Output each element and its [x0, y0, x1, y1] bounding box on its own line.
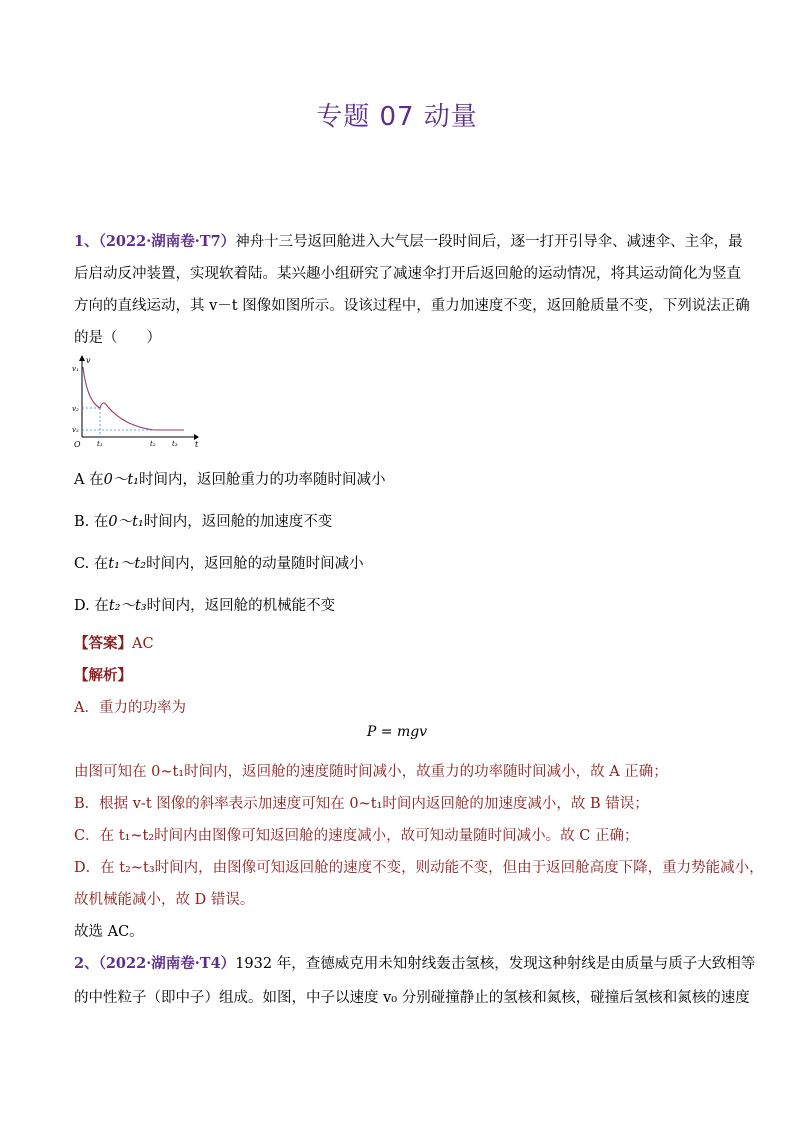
analysis-d1: D．在 t₂~t₃时间内，由图像可知返回舱的速度不变，则动能不变，但由于返回舱高度下降，重力势能减小， — [74, 860, 764, 876]
tick-v1: v₁ — [72, 365, 79, 373]
page-title: 专题 07 动量 — [316, 102, 478, 132]
answer-value: AC — [132, 636, 154, 652]
y-axis-label: v — [86, 356, 91, 365]
answer-line — [74, 632, 724, 653]
option-a-prefix: A 在 — [74, 472, 104, 488]
analysis-a2: 由图可知在 0~t₁时间内，返回舱的速度随时间减小，故重力的功率随时间减小，故 A 正确； — [74, 764, 668, 780]
option-d-range: t₂～t₃ — [108, 598, 147, 614]
q1-text-1: 神舟十三号返回舱进入大气层一段时间后，逐一打开引导伞、减速伞、主伞，最 — [235, 234, 743, 250]
q1-number: 1、 — [74, 233, 99, 250]
option-d[interactable] — [74, 594, 724, 615]
analysis-label: 【解析】 — [74, 667, 132, 684]
q2-text-1: 1932 年，查德威克用未知射线轰击氢核，发现这种射线是由质量与质子大致相等 — [235, 956, 756, 972]
q1-text-4: 的是（ ） — [74, 330, 161, 346]
option-c-text: 时间内，返回舱的动量随时间减小 — [146, 556, 364, 572]
option-a-range: 0～t₁ — [103, 472, 139, 488]
option-b-range: 0～t₁ — [108, 514, 144, 530]
tick-t3: t₃ — [172, 440, 178, 448]
tick-v2: v₂ — [72, 405, 79, 413]
option-d-prefix: D. 在 — [74, 598, 109, 614]
option-c[interactable] — [74, 552, 724, 573]
tick-t1: t₁ — [97, 440, 103, 448]
x-axis-label: t — [195, 440, 199, 449]
option-b-text: 时间内，返回舱的加速度不变 — [143, 514, 333, 530]
tick-v3: v₃ — [72, 426, 79, 434]
option-c-range: t₁～t₂ — [108, 556, 147, 572]
option-b-prefix: B. 在 — [74, 514, 109, 530]
q1-text-2: 后启动反冲装置，实现软着陆。某兴趣小组研究了减速伞打开后返回舱的运动情况，将其运动简化为竖直 — [74, 266, 741, 282]
analysis-formula: P = mgv — [366, 724, 428, 740]
q1-line-1 — [74, 230, 743, 251]
q2-number: 2、 — [74, 955, 99, 972]
option-a-text: 时间内，返回舱重力的功率随时间减小 — [138, 472, 386, 488]
option-a[interactable] — [74, 468, 724, 489]
q1-source: （2022·湖南卷·T7） — [98, 233, 236, 250]
option-d-text: 时间内，返回舱的机械能不变 — [146, 598, 336, 614]
q1-text-3: 方向的直线运动，其 v－t 图像如图所示。设该过程中，重力加速度不变，返回舱质量不变，下列说法正确 — [74, 298, 750, 314]
q2-line-1 — [74, 952, 756, 973]
option-b[interactable] — [74, 510, 724, 531]
q2-text-2: 的中性粒子（即中子）组成。如图，中子以速度 v₀ 分别碰撞静止的氢核和氮核，碰撞后氢核和氮核的速度 — [74, 990, 750, 1006]
analysis-b: B．根据 v-t 图像的斜率表示加速度可知在 0~t₁时间内返回舱的加速度减小，故 B 错误； — [74, 796, 649, 812]
analysis-d2: 故机械能减小，故 D 错误。 — [74, 892, 255, 908]
origin-label: O — [74, 440, 81, 449]
analysis-conclusion: 故选 AC。 — [74, 924, 144, 940]
v-t-graph — [72, 355, 202, 450]
analysis-c: C．在 t₁~t₂时间内由图像可知返回舱的速度减小，故可知动量随时间减小。故 C 正确； — [74, 828, 639, 844]
answer-label: 【答案】 — [74, 635, 132, 652]
analysis-a1: A．重力的功率为 — [74, 700, 186, 716]
velocity-curve — [83, 367, 184, 430]
q2-source: （2022·湖南卷·T4） — [98, 955, 236, 972]
tick-t2: t₂ — [150, 440, 156, 448]
option-c-prefix: C. 在 — [74, 556, 109, 572]
